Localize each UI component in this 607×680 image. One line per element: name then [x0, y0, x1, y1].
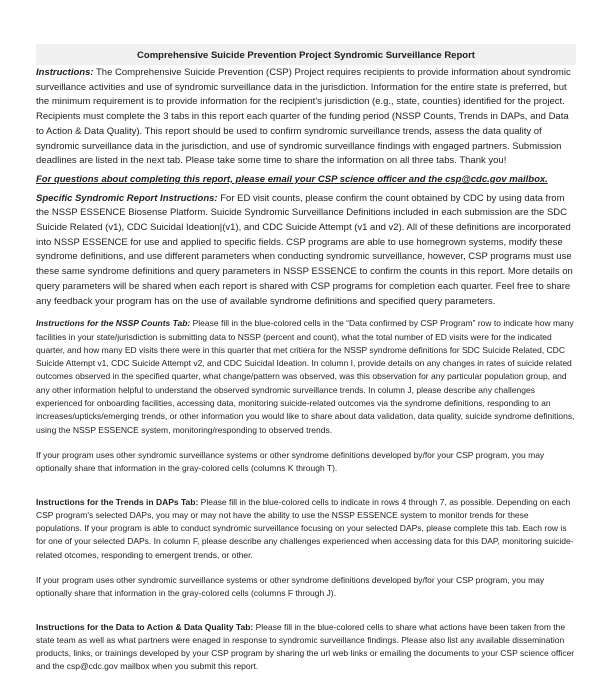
- report-title: Comprehensive Suicide Prevention Project Syndromic Surveillance Report: [137, 50, 475, 61]
- data-action-text: Please fill in the blue-colored cells to share what actions have been taken from the state team as well as what partners were enaged in response to syndromic surveillance findings. Please also list any available dissemination products, links, or trainings developed by your CSP program by sharing the url web links or emailing the documents to your CSP science officer and the csp@cdc.gov mailbox when you submit this report.: [36, 621, 575, 672]
- data-action-paragraph: [36, 621, 576, 674]
- report-title-bar: [36, 44, 576, 65]
- trends-daps-paragraph: [36, 496, 576, 562]
- nssp-counts-label: Instructions for the NSSP Counts Tab:: [36, 318, 191, 329]
- data-action-label: Instructions for the Data to Action & Data Quality Tab:: [36, 621, 254, 632]
- contact-note-text: For questions about completing this report, please email your CSP science officer and the csp@cdc.gov mailbox.: [36, 173, 548, 185]
- trends-daps-optional-text: If your program uses other syndromic surveillance systems or other syndrome definitions developed by/for your CSP program, you may optionally share that information in the gray-colored cells (columns F through J).: [36, 575, 545, 599]
- specific-syndromic-paragraph: [36, 192, 576, 310]
- nssp-counts-text: Please fill in the blue-colored cells in the “Data confirmed by CSP Program” row to indicate how many facilities in your state/jurisdiction is submitting data to NSSP (percent and count), what the total number of ED visits were for the indicated quarter, and how many ED visits there were in this quarter that met critiera for the NSSP syndrome definitions for SDC Suicide Related, CDC Suicide Attempt v1, CDC Suicide Attempt v2, and CDC Suicidal Ideation. In column I, provide details on any changes in rates of suicide related outcomes observed in the specified quarter, what change/pattern was observed, was this observation for any particular population group, and any other information helpful to understand the observed syndromic surveillance trends. In column J, please describe any challenges experienced for onboarding facilities, accessing data, monitoring suicide-related outcomes via the syndrome definitions, responding to an increases/upticks/emerging trends, or other information you would like to share about data validation, data quality, suicide syndrome definitions, using the NSSP ESSENCE system, monitoring/responding to observed trends.: [36, 318, 575, 435]
- nssp-counts-optional-paragraph: [36, 449, 576, 476]
- general-instructions-text: The Comprehensive Suicide Prevention (CSP) Project requires recipients to provide information about syndromic surveillance activities and use of syndromic surveillance data in the jurisdiction. Information for the entire state is preferred, but the minimum requirement is to provide information for the recipient's jurisdiction (e.g., state, counties) identified for the project. Recipients must complete the 3 tabs in this report each quarter of the funding period (NSSP Counts, Trends in DAPs, and Data to Action & Data Quality). This report should be used to confirm syndromic surveillance trends, assess the data quality of syndromic surveillance data in the jurisdiction, and use of syndromic surveillance findings with engaged partners. Submission deadlines are listed in the next tab. Please take some time to share the information on all three tabs. Thank you!: [36, 67, 571, 167]
- data-action-section: [36, 621, 576, 674]
- nssp-counts-optional-text: If your program uses other syndromic surveillance systems or other syndrome definitions developed by/for your CSP program, you may optionally share that information in the gray-colored cells (columns K through T).: [36, 449, 545, 474]
- trends-daps-text: Please fill in the blue-colored cells to indicate in rows 4 through 7, as possible. Depending on each CSP program's selected DAPs, you may or may not have the ability to use the NSSP ESSENCE system to monitor trends for these populations. If your program is able to conduct syndromic surveillance focusing on your selected DAPs, please complete this tab. Each row is for one of your selected DAPs. In column F, please describe any challenges experienced when accessing data for this DAP, monitoring suicide-related otcomes, responding to emergent trends, or other.: [36, 496, 574, 560]
- nssp-counts-paragraph: [36, 317, 576, 437]
- trends-daps-section: [36, 496, 576, 601]
- nssp-counts-section: [36, 317, 576, 475]
- trends-daps-optional-paragraph: [36, 574, 576, 601]
- general-instructions-paragraph: [36, 66, 576, 169]
- specific-syndromic-label: Specific Syndromic Report Instructions:: [36, 192, 218, 204]
- specific-syndromic-text: For ED visit counts, please confirm the count obtained by CDC by using data from the NSSP ESSENCE Biosense Platform. Suicide Syndromic Surveillance Definitions included in each submission are the SDC Suicide Related (v1), CDC Suicidal Ideation|(v1), and CDC Suicide Attempt (v1 and v2). All of these definitions are incorporated into NSSP ESSENCE for use and applied to specific fields. CSP programs are able to use homegrown systems, modify these syndrome definitions, and use different parameters when conducting syndromic surveillance, however, CSP programs must use these same syndrome definitions and query parameters in NSSP ESSENCE to confirm the counts in this report. More details on query parameters will be shared when each report is shared with CSP programs for completion each quarter. Feel free to share any feedback your program has on the use of available syndrome definitions and specified query parameters.: [36, 192, 573, 307]
- trends-daps-label: Instructions for the Trends in DAPs Tab:: [36, 496, 199, 507]
- general-instructions-label: Instructions:: [36, 67, 94, 78]
- contact-note: [36, 173, 576, 188]
